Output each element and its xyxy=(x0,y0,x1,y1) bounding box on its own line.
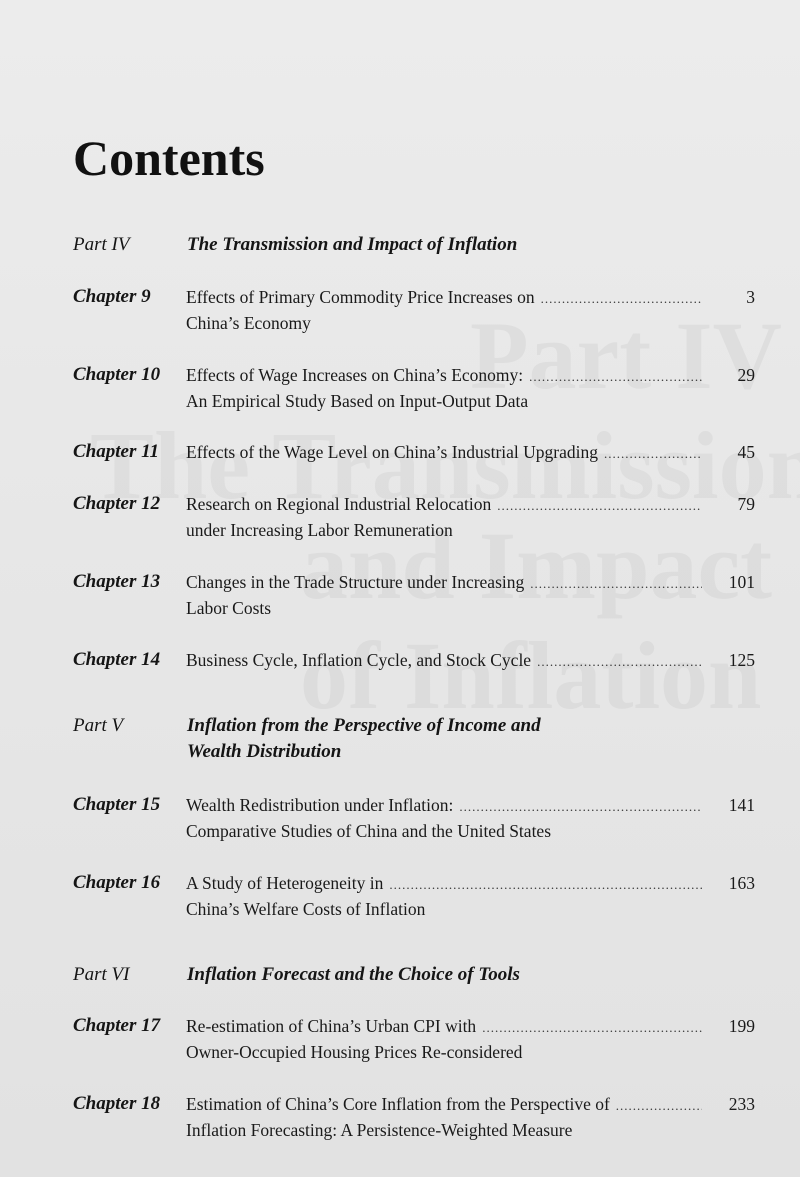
chapter-title-line-2: Owner-Occupied Housing Prices Re-considered xyxy=(186,1042,523,1062)
dot-leader xyxy=(529,364,702,388)
chapter-title xyxy=(186,647,702,673)
chapter-label: Chapter 10 xyxy=(73,364,161,385)
part-title xyxy=(187,713,667,765)
chapter-title-line-1: Estimation of China’s Core Inflation from the Perspective of xyxy=(186,1094,610,1114)
chapter-title xyxy=(186,870,702,922)
dot-leader xyxy=(459,794,702,818)
chapter-title-line-1: Effects of Wage Increases on China’s Economy: xyxy=(186,365,524,385)
chapter-label: Chapter 9 xyxy=(73,286,151,307)
dot-leader xyxy=(616,1093,702,1117)
page-number: 141 xyxy=(728,795,755,815)
dot-leader xyxy=(537,649,702,673)
chapter-label: Chapter 14 xyxy=(73,649,161,670)
chapter-title-line-2: An Empirical Study Based on Input-Output Data xyxy=(186,391,529,411)
dot-leader xyxy=(389,872,702,896)
page-number: 163 xyxy=(728,873,755,893)
chapter-title-line-1: Re-estimation of China’s Urban CPI with xyxy=(186,1016,477,1036)
chapter-title-line-1: Changes in the Trade Structure under Increasing xyxy=(186,572,525,592)
part-label: Part VI xyxy=(73,964,130,985)
page-number: 101 xyxy=(728,572,755,592)
chapter-title-line-1: Research on Regional Industrial Relocation xyxy=(186,494,492,514)
chapter-title xyxy=(186,1013,702,1065)
chapter-title xyxy=(186,362,702,414)
page-number: 233 xyxy=(728,1094,755,1114)
part-title-line-2: Wealth Distribution xyxy=(187,741,342,762)
chapter-title-line-1: Effects of the Wage Level on China’s Industrial Upgrading xyxy=(186,442,599,462)
chapter-title xyxy=(186,491,702,543)
chapter-label: Chapter 16 xyxy=(73,872,161,893)
chapter-title xyxy=(186,439,702,465)
page-number: 79 xyxy=(737,494,755,514)
page-number: 125 xyxy=(728,650,755,670)
chapter-title-line-1: Business Cycle, Inflation Cycle, and Stock Cycle xyxy=(186,650,532,670)
chapter-label: Chapter 11 xyxy=(73,441,160,462)
chapter-title xyxy=(186,792,702,844)
chapter-label: Chapter 12 xyxy=(73,493,161,514)
page-title: Contents xyxy=(73,130,265,186)
part-label: Part IV xyxy=(73,234,130,255)
chapter-title xyxy=(186,569,702,621)
chapter-title xyxy=(186,284,702,336)
chapter-label: Chapter 17 xyxy=(73,1015,161,1036)
page-number: 29 xyxy=(737,365,755,385)
page-number: 45 xyxy=(737,442,755,462)
chapter-title-line-2: Labor Costs xyxy=(186,598,272,618)
dot-leader xyxy=(604,441,702,465)
chapter-title-line-1: Effects of Primary Commodity Price Increases on xyxy=(186,287,535,307)
chapter-title-line-1: A Study of Heterogeneity in xyxy=(186,873,384,893)
dot-leader xyxy=(482,1015,702,1039)
part-title-line-1: Inflation from the Perspective of Income and xyxy=(187,715,541,736)
chapter-title-line-2: China’s Welfare Costs of Inflation xyxy=(186,899,426,919)
chapter-title-line-2: China’s Economy xyxy=(186,313,311,333)
chapter-label: Chapter 15 xyxy=(73,794,161,815)
page-number: 199 xyxy=(728,1016,755,1036)
part-title: The Transmission and Impact of Inflation xyxy=(187,234,518,255)
page-number: 3 xyxy=(746,287,755,307)
dot-leader xyxy=(530,571,702,595)
chapter-title-line-1: Wealth Redistribution under Inflation: xyxy=(186,795,454,815)
dot-leader xyxy=(497,493,702,517)
part-label: Part V xyxy=(73,715,124,736)
part-title: Inflation Forecast and the Choice of Tools xyxy=(187,964,520,985)
chapter-title-line-2: Comparative Studies of China and the United States xyxy=(186,821,552,841)
chapter-label: Chapter 18 xyxy=(73,1093,161,1114)
chapter-label: Chapter 13 xyxy=(73,571,161,592)
chapter-title xyxy=(186,1091,702,1143)
chapter-title-line-2: Inflation Forecasting: A Persistence-Weighted Measure xyxy=(186,1120,573,1140)
chapter-title-line-2: under Increasing Labor Remuneration xyxy=(186,520,453,540)
dot-leader xyxy=(541,286,702,310)
